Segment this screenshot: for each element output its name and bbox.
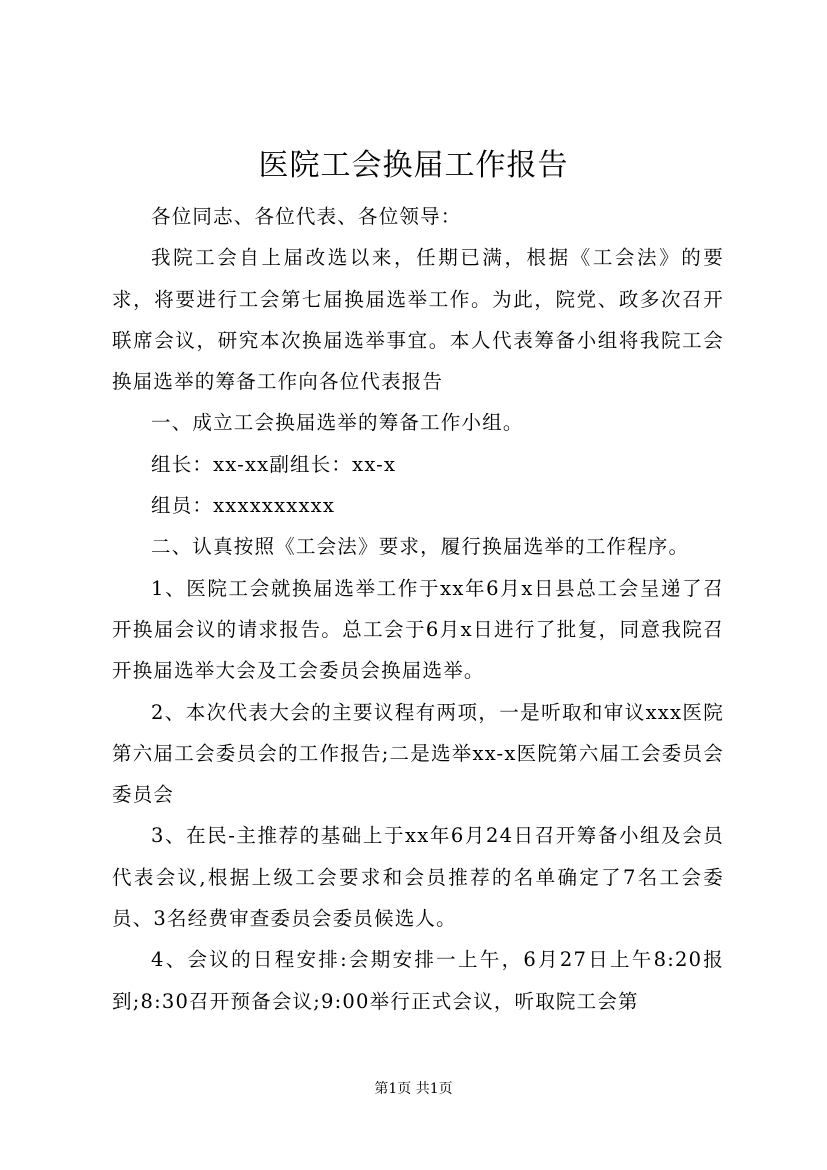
document-title: 医院工会换届工作报告 [258, 148, 569, 183]
item-1-paragraph: 1、医院工会就换届选举工作于xx年6月x日县总工会呈递了召开换届会议的请求报告。总工会于6月x日进行了批复，同意我院召开换届选举大会及工会委员会换届选举。 [112, 576, 724, 683]
section-heading-2: 二、认真按照《工会法》要求，履行换届选举的工作程序。 [151, 535, 690, 559]
group-leaders-paragraph: 组长：xx-xx副组长：xx-x [151, 452, 397, 476]
item-4-paragraph: 4、会议的日程安排:会期安排一上午，6月27日上午8:20报到;8:30召开预备会议;9:00举行正式会议，听取院工会第 [112, 948, 724, 1013]
item-2-paragraph: 2、本次代表大会的主要议程有两项，一是听取和审议xxx医院第六届工会委员会的工作报告;二是选举xx-x医院第六届工会委员会委员会 [112, 700, 724, 807]
item-3-paragraph: 3、在民-主推荐的基础上于xx年6月24日召开筹备小组及会员代表会议,根据上级工会要求和会员推荐的名单确定了7名工会委员、3名经费审查委员会委员候选人。 [112, 824, 724, 931]
document-body [112, 196, 724, 1022]
page-footer: 第1页 共1页 [374, 1081, 453, 1097]
group-members-paragraph: 组员：xxxxxxxxxx [151, 494, 336, 518]
greeting-paragraph: 各位同志、各位代表、各位领导： [151, 205, 462, 228]
intro-paragraph: 我院工会自上届改选以来，任期已满，根据《工会法》的要求，将要进行工会第七届换届选举工作。为此，院党、政多次召开联席会议，研究本次换届选举事宜。本人代表筹备小组将我院工会换届选举的筹备工作向各位代表报告 [112, 246, 724, 394]
section-heading-1: 一、成立工会换届选举的筹备工作小组。 [151, 411, 524, 435]
